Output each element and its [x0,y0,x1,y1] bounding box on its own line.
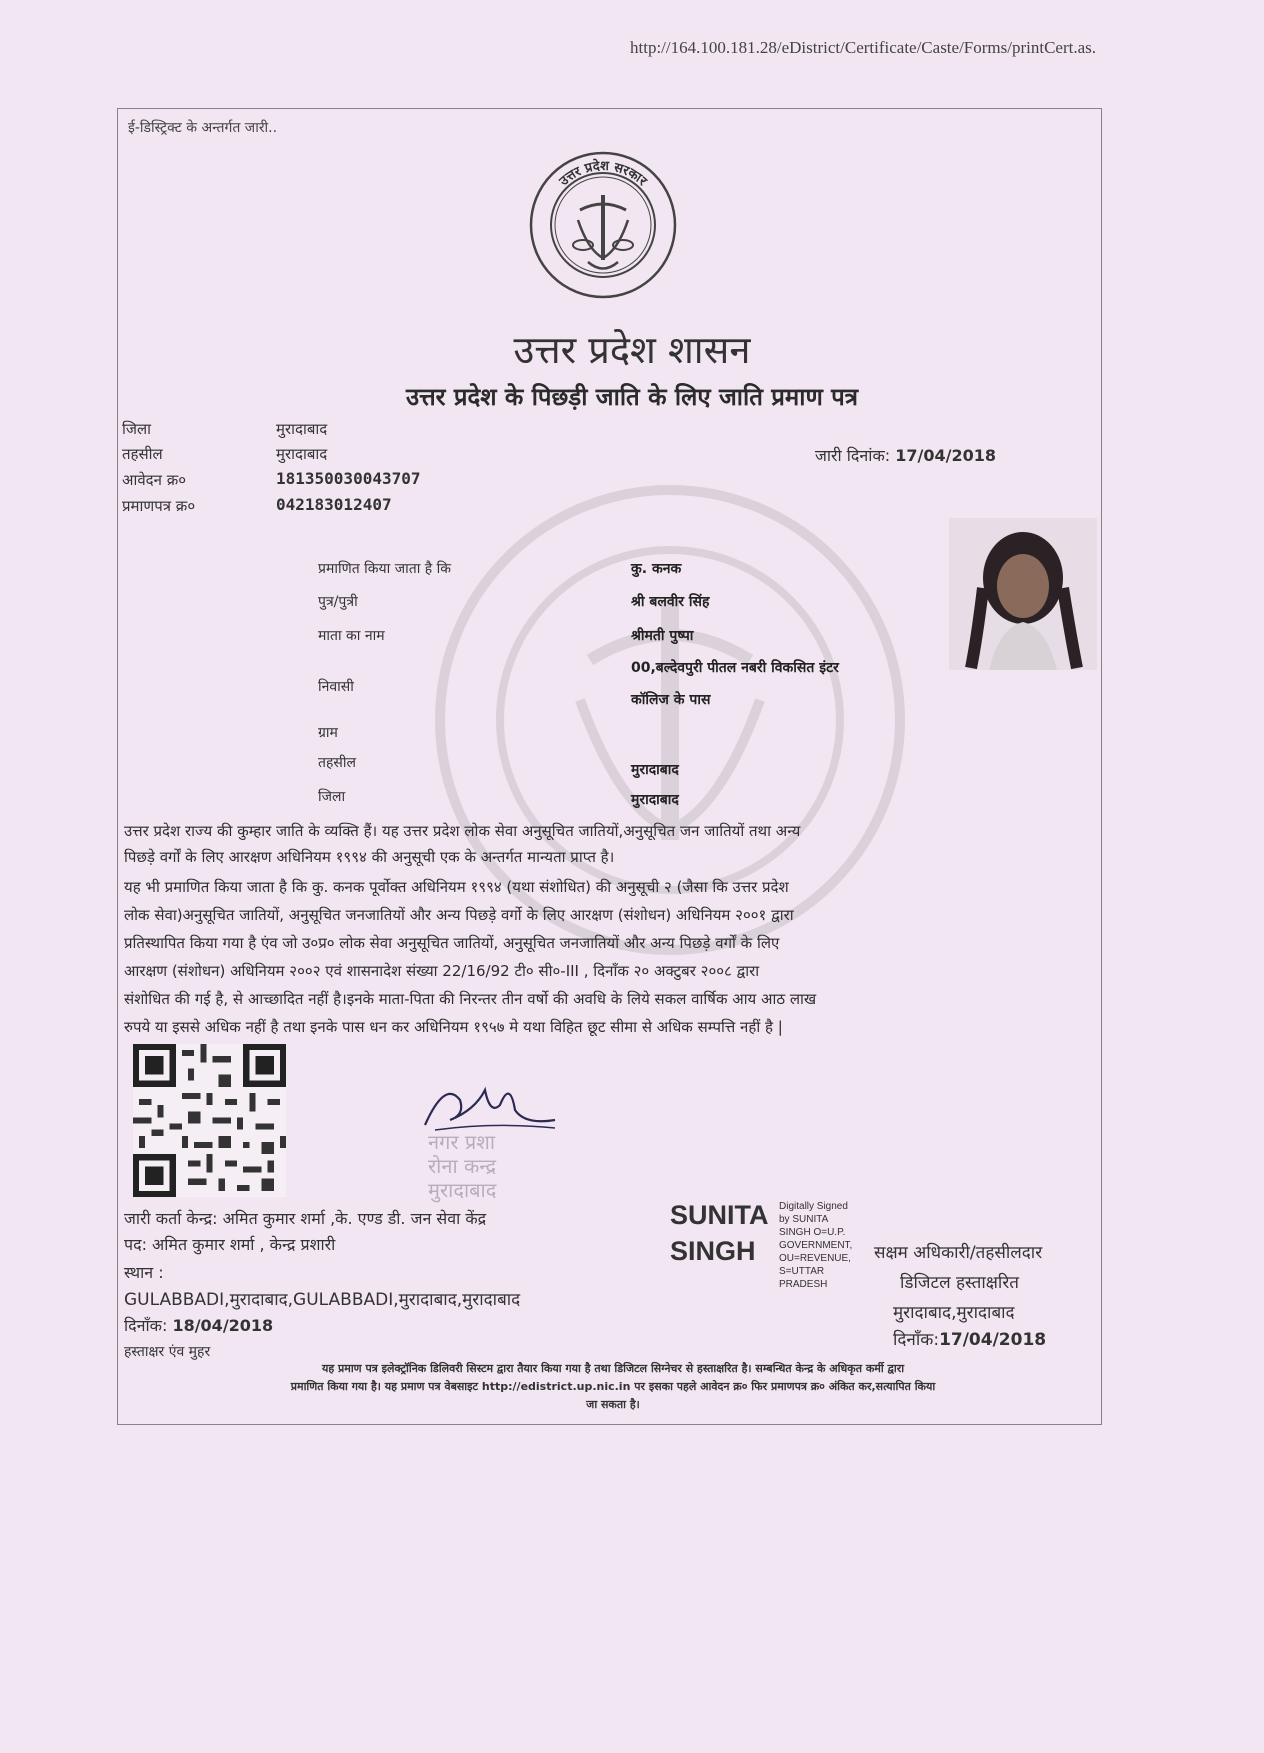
applicant-photo [949,518,1097,670]
caste-statement [124,818,1084,870]
application-number: 181350030043707 [276,469,421,488]
application-number-label: आवेदन क्र० [122,471,187,489]
ds-detail-line: GOVERNMENT, [779,1240,853,1251]
applicant-name: कु. कनक [631,561,682,577]
village-label: ग्राम [318,725,338,741]
field-tehsil-label: तहसील [318,755,356,771]
authority-date-value: 17/04/2018 [939,1330,1047,1350]
emblem-text: उत्तर प्रदेश सरकार [556,158,650,190]
digital-signature-details [779,1200,874,1291]
office-stamp [428,1130,496,1202]
paragraph-line: संशोधित की गई है, से आच्छादित नहीं है।इनके माता-पिता की निरन्तर तीन वर्षो की अवधि के लिये सकल वार्षिक आय आठ लाख [124,990,817,1008]
signer-name-line1: SUNITA [670,1200,769,1230]
district-label: जिला [122,420,152,438]
state-emblem [528,150,678,300]
issuer-date [124,1314,273,1336]
resident-label: निवासी [318,679,354,695]
field-tehsil-value: मुरादाबाद [631,762,679,778]
issuer-date-value: 18/04/2018 [172,1316,274,1335]
certified-label: प्रमाणित किया जाता है कि [318,561,452,577]
mother-label: माता का नाम [318,628,385,644]
certificate-number: 042183012407 [276,495,392,514]
field-district-value: मुरादाबाद [631,792,679,808]
father-name: श्री बलवीर सिंह [631,594,710,610]
footer-line: यह प्रमाण पत्र इलेक्ट्रॉनिक डिलिवरी सिस्टम द्वारा तैयार किया गया है तथा डिजिटल सिग्नेचर से हस्ताक्षरित है। सम्बन्धित केन्द्र के अधिकृत कर्मी द्वारा [321,1362,905,1375]
sign-label: हस्ताक्षर एंव मुहर [124,1344,211,1360]
issuing-center: जारी कर्ता केन्द्र: अमित कुमार शर्मा ,के. एण्ड डी. जन सेवा केंद्र [124,1209,487,1228]
issuer-date-label: दिनाँक: [124,1316,168,1335]
ds-detail-line: SINGH O=U.P. [779,1227,846,1238]
digitally-signed-label: डिजिटल हस्ताक्षरित [900,1273,1019,1293]
paragraph-line: पिछड़े वर्गों के लिए आरक्षण अधिनियम १९९४ की अनुसूची एक के अन्तर्गत मान्यता प्राप्त है। [124,848,615,866]
paragraph-line: आरक्षण (संशोधन) अधिनियम २००२ एवं शासनादेश संख्या 22/16/92 टी० सी०-III , दिनाँक २० अक्टुबर २००८ द्वारा [124,962,760,980]
footer-line: जा सकता है। [586,1398,640,1411]
ds-detail-line: S=UTTAR [779,1266,825,1277]
authority-date [893,1327,1046,1350]
government-title: उत्तर प्रदेश शासन [513,328,751,372]
issue-date [815,444,996,466]
authority-place: मुरादाबाद,मुरादाबाद [893,1303,1015,1323]
stamp-line: रोना कन्द्र [428,1154,497,1178]
svg-text:उत्तर प्रदेश सरकार [556,158,650,190]
issue-date-label: जारी दिनांक: [815,446,891,465]
paragraph-line: लोक सेवा)अनुसूचित जातियों, अनुसूचित जनजातियों और अन्य पिछड़े वर्गो के लिए आरक्षण (संशोधन) अधिनियम २००१ द्वारा [124,906,794,924]
mother-name: श्रीमती पुष्पा [631,628,694,644]
paragraph-line: रुपये या इससे अधिक नहीं है तथा इनके पास धन कर अधिनियम १९५७ मे यथा विहित छूट सीमा से अधिक सम्पत्ति नहीं है | [124,1018,783,1036]
issuer-post: पद: अमित कुमार शर्मा , केन्द्र प्रशारी [124,1235,336,1254]
issued-under-note: ई-डिस्ट्रिक्ट के अन्तर्गत जारी.. [128,120,278,136]
place-label: स्थान : [124,1263,164,1282]
qr-code [133,1044,286,1197]
authority-title: सक्षम अधिकारी/तहसीलदार [874,1243,1043,1263]
authority-date-label: दिनाँक: [893,1330,940,1350]
certificate-title: उत्तर प्रदेश के पिछड़ी जाति के लिए जाति प्रमाण पत्र [405,383,859,411]
field-district-label: जिला [318,789,346,805]
issue-date-value: 17/04/2018 [895,446,996,465]
child-of-label: पुत्र/पुत्री [318,594,358,610]
stamp-line: मुरादाबाद [428,1178,497,1202]
signer-name-line2: SINGH [670,1236,756,1266]
verification-note [128,1360,1098,1414]
ds-detail-line: OU=REVENUE, [779,1253,851,1264]
ds-detail-line: by SUNITA [779,1214,829,1225]
certificate-number-label: प्रमाणपत्र क्र० [122,497,196,515]
footer-line: प्रमाणित किया गया है। यह प्रमाण पत्र वेबसाइट http://edistrict.up.nic.in पर इसका पहले आवेदन क्र० फिर प्रमाणपत्र क्र० अंकित कर,सत्यापित किया [290,1380,936,1393]
creamy-layer-statement [124,873,1084,1041]
ds-detail-line: PRADESH [779,1279,828,1290]
resident-address-line2: कॉलिज के पास [631,692,711,708]
district-value: मुरादाबाद [276,420,328,438]
page-url: http://164.100.181.28/eDistrict/Certificate/Caste/Forms/printCert.as. [630,38,1097,57]
stamp-line: नगर प्रशा [428,1130,496,1154]
resident-address-line1: 00,बल्देवपुरी पीतल नबरी विकसित इंटर [631,660,839,676]
ds-detail-line: Digitally Signed [779,1201,848,1212]
paragraph-line: प्रतिस्थापित किया गया है एंव जो उ०प्र० लोक सेवा अनुसूचित जातियों, अनुसूचित जनजातियों और अन्य पिछड़े वर्गों के लिए [124,934,780,952]
tehsil-label: तहसील [122,445,163,463]
paragraph-line: यह भी प्रमाणित किया जाता है कि कु. कनक पूर्वोक्त अधिनियम १९९४ (यथा संशोधित) की अनुसूची २ (जैसा कि उत्तर प्रदेश [124,878,789,896]
paragraph-line: उत्तर प्रदेश राज्य की कुम्हार जाति के व्यक्ति हैं। यह उत्तर प्रदेश लोक सेवा अनुसूचित जातियों,अनुसूचित जन जातियों तथा अन्य [124,822,801,840]
place-value: GULABBADI,मुरादाबाद,GULABBADI,मुरादाबाद,मुरादाबाद [124,1290,521,1310]
tehsil-value: मुरादाबाद [276,445,328,463]
